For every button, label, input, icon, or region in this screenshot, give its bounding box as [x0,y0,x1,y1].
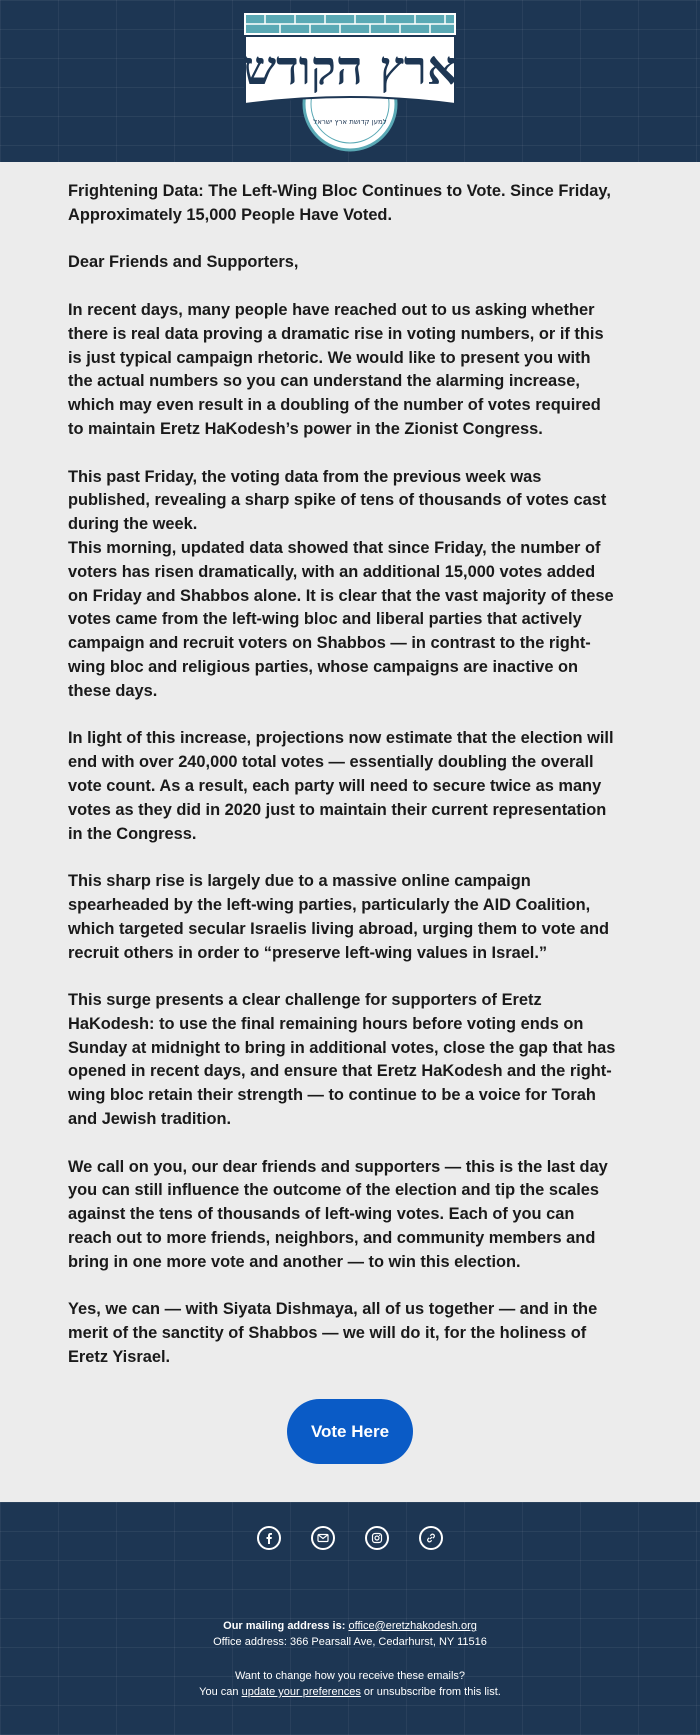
instagram-icon[interactable] [365,1526,389,1550]
paragraph-6: We call on you, our dear friends and supporters — this is the last day you can still influence the outcome of the election and tip the scales against the tens of thousands of left-wing votes. Each of you can reach out to more friends, neighbors, and community members and bring in one more vote and another — to win this election. [68,1157,608,1271]
mailing-address [0,1618,700,1634]
change-prompt: Want to change how you receive these emails? [234,1670,466,1682]
email-body [0,162,700,1502]
preferences-line: You can update your preferences or unsubscribe from this list. [199,1686,501,1698]
vote-here-button[interactable]: Vote Here [287,1399,413,1464]
paragraph-3: In light of this increase, projections now estimate that the election will end with over 240,000 total votes — essentially doubling the overall vote count. As a result, each party will need to secure twice as many votes as they did in 2020 just to maintain their current representation in the Congress. [68,729,614,843]
paragraph-7: Yes, we can — with Siyata Dishmaya, all of us together — and in the merit of the sanctity of Shabbos — we will do it, for the holiness of Eretz Yisrael. [68,1300,598,1367]
email-icon[interactable] [311,1526,335,1550]
unsubscribe-text: or unsubscribe from this list. [363,1686,501,1698]
paragraph-1: In recent days, many people have reached out to us asking whether there is real data proving a dramatic rise in voting numbers, or if this is just typical campaign rhetoric. We would like to present you with the actual numbers so you can understand the alarming increase, which may even result in a doubling of the number of votes required to maintain Eretz HaKodesh’s power in the Zionist Congress. [68,300,604,438]
article [68,180,616,1394]
email-link[interactable]: office@eretzhakodesh.org [348,1620,477,1632]
paragraph-2a: This past Friday, the voting data from the previous week was published, revealing a sharp spike of tens of thousands of votes cast during the week. [68,467,607,534]
paragraph-4: This sharp rise is largely due to a massive online campaign spearheaded by the left-wing parties, particularly the AID Coalition, which targeted secular Israelis living abroad, urging them to vote and recruit others in order to “preserve left-wing values in Israel.” [68,872,610,962]
email-footer [0,1502,700,1735]
facebook-icon[interactable] [257,1526,281,1550]
paragraph-5: This surge presents a clear challenge for supporters of Eretz HaKodesh: to use the final remaining hours before voting ends on Sunday at midnight to bring in additional votes, close the gap that has opened in recent days, and ensure that Eretz HaKodesh and the right-wing bloc retain their strength — to continue to be a voice for Torah and Jewish tradition. [68,991,616,1129]
eretz-hakodesh-logo[interactable] [243,12,457,158]
office-address: Office address: 366 Pearsall Ave, Cedarhurst, NY 11516 [213,1636,487,1648]
greeting: Dear Friends and Supporters, [68,253,299,272]
logo-tagline: למען קדושת ארץ ישראל [313,118,387,126]
update-preferences-link[interactable]: update your preferences [241,1686,361,1698]
headline: Frightening Data: The Left-Wing Bloc Continues to Vote. Since Friday, Approximately 15,000 People Have Voted. [68,182,611,224]
email-header [0,0,700,162]
mailing-label: Our mailing address is: [223,1620,346,1632]
paragraph-2b: This morning, updated data showed that since Friday, the number of voters has risen dramatically, with an additional 15,000 votes added on Friday and Shabbos alone. It is clear that the vast majority of these votes came from the left-wing bloc and liberal parties that actively campaign and recruit voters on Shabbos — in contrast to the right-wing bloc and religious parties, whose campaigns are inactive on these days. [68,538,614,700]
link-icon[interactable] [419,1526,443,1550]
logo-hebrew-title: ארץ הקודש [243,41,457,96]
